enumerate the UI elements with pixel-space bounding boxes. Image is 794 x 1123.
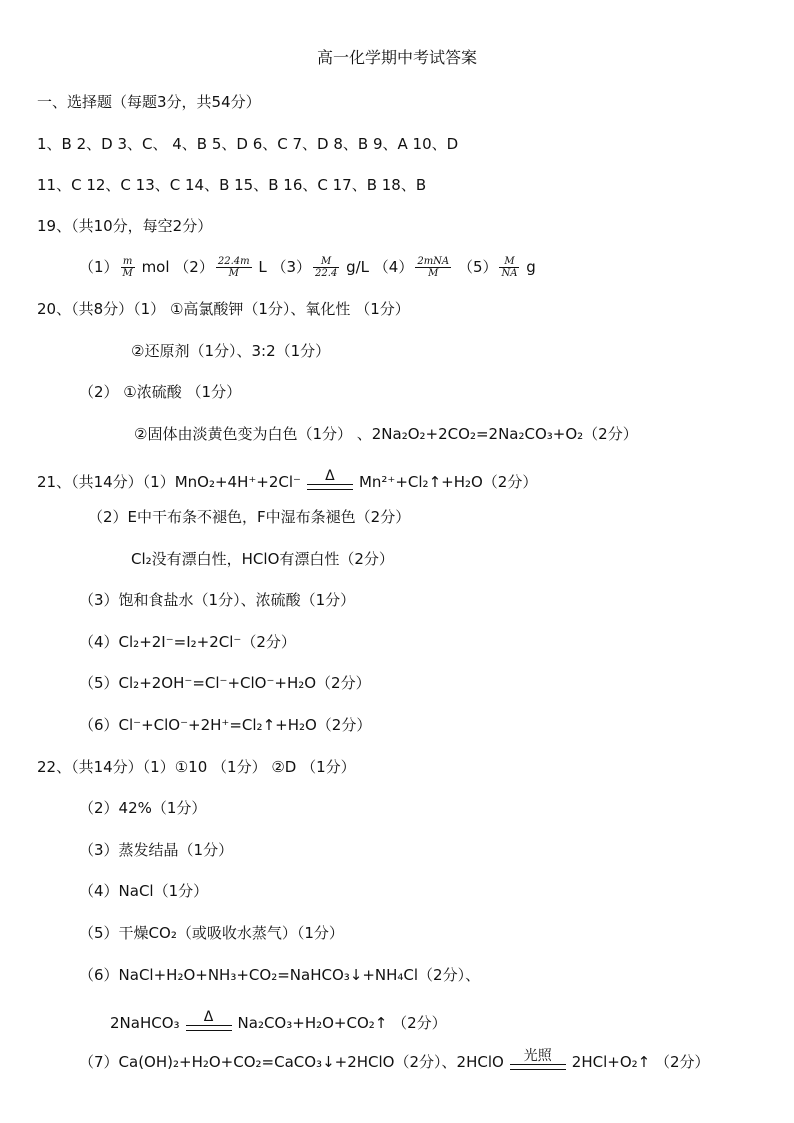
- q22-equation-8-right: 2HCl+O₂↑ （2分）: [571, 1053, 710, 1071]
- q22-line-3: （3）蒸发结晶（1分）: [79, 841, 234, 859]
- q22-line-5: （5）干燥CO₂（或吸收水蒸气）（1分）: [79, 924, 344, 942]
- q22-line-8: [79, 1047, 710, 1073]
- choice-answers-row-2: 11、C 12、C 13、C 14、B 15、B 16、C 17、B 18、B: [37, 176, 427, 194]
- page-title: 高一化学期中考试答案: [316, 48, 477, 67]
- q21-equation-right: Mn²⁺+Cl₂↑+H₂O（2分）: [358, 473, 538, 491]
- q19-part1-label: （1）: [79, 258, 119, 276]
- q19-part5-label: （5）: [457, 258, 498, 276]
- heat-symbol: Δ: [325, 467, 335, 484]
- q20-line-3: （2） ①浓硫酸 （1分）: [79, 383, 242, 401]
- q21-line-7: （6）Cl⁻+ClO⁻+2H⁺=Cl₂↑+H₂O（2分）: [79, 716, 372, 734]
- light-label: 光照: [523, 1047, 552, 1064]
- q19-part3-label: （3）: [271, 258, 312, 276]
- q20-line-2: ②还原剂（1分）、3:2（1分）: [131, 342, 331, 360]
- q22-line-7: [110, 1008, 447, 1034]
- q21-line-2: （2）E中干布条不褪色，F中湿布条褪色（2分）: [88, 508, 411, 526]
- q22-equation-7-right: Na₂CO₃+H₂O+CO₂↑ （2分）: [237, 1014, 447, 1032]
- q22-equation-7-left: 2NaHCO₃: [110, 1014, 180, 1032]
- section-choice-header: 一、选择题（每题3分，共54分）: [37, 93, 261, 111]
- heating-condition-arrow: [186, 1009, 232, 1031]
- q21-line-6: （5）Cl₂+2OH⁻=Cl⁻+ClO⁻+H₂O（2分）: [79, 674, 371, 692]
- q19-fraction-2: $\frac{22.4m}{M}$: [217, 256, 250, 279]
- heating-condition-arrow: [307, 468, 353, 490]
- q19-answers: [79, 256, 536, 282]
- q19-part4-label: （4）: [373, 258, 414, 276]
- q20-line-1: 20、（共8分）（1） ①高氯酸钾（1分）、氧化性 （1分）: [37, 300, 410, 318]
- q21-line-5: （4）Cl₂+2I⁻=I₂+2Cl⁻（2分）: [79, 633, 296, 651]
- q21-line-4: （3）饱和食盐水（1分）、浓硫酸（1分）: [79, 591, 356, 609]
- light-condition-arrow: [510, 1048, 566, 1070]
- q19-part2-unit: L: [253, 258, 267, 276]
- q19-part5-unit: g: [521, 258, 536, 276]
- q22-line-4: （4）NaCl（1分）: [79, 882, 209, 900]
- q21-equation-left: 21、（共14分）（1）MnO₂+4H⁺+2Cl⁻: [37, 473, 301, 491]
- q22-line-6: （6）NaCl+H₂O+NH₃+CO₂=NaHCO₃↓+NH₄Cl（2分）、: [79, 966, 481, 984]
- q22-line-1: 22、（共14分）（1）①10 （1分） ②D （1分）: [37, 758, 356, 776]
- q22-line-2: （2）42%（1分）: [79, 799, 207, 817]
- q19-header: 19、（共10分，每空2分）: [37, 217, 213, 235]
- q22-equation-8-left: （7）Ca(OH)₂+H₂O+CO₂=CaCO₃↓+2HClO（2分）、2HClO: [79, 1053, 504, 1071]
- q19-fraction-4: $\frac{\text{2mNA}}{M}$: [417, 256, 450, 279]
- q20-line-4: ②固体由淡黄色变为白色（1分） 、2Na₂O₂+2CO₂=2Na₂CO₃+O₂（2分）: [134, 425, 638, 443]
- heat-symbol: Δ: [203, 1008, 214, 1025]
- q19-fraction-5: $\frac{M}{NA}$: [501, 256, 518, 279]
- q19-fraction-1: $\frac{m}{M}$: [122, 256, 133, 279]
- q19-fraction-3: $\frac{M}{22.4}$: [315, 256, 338, 279]
- q19-part2-label: （2）: [174, 258, 214, 276]
- q21-line-1: [37, 467, 538, 493]
- q21-line-3: Cl₂没有漂白性，HClO有漂白性（2分）: [131, 550, 394, 568]
- choice-answers-row-1: 1、B 2、D 3、C、 4、B 5、D 6、C 7、D 8、B 9、A 10、D: [37, 135, 459, 153]
- q19-part3-unit: g/L: [341, 258, 374, 276]
- q19-part1-unit: mol: [136, 258, 175, 276]
